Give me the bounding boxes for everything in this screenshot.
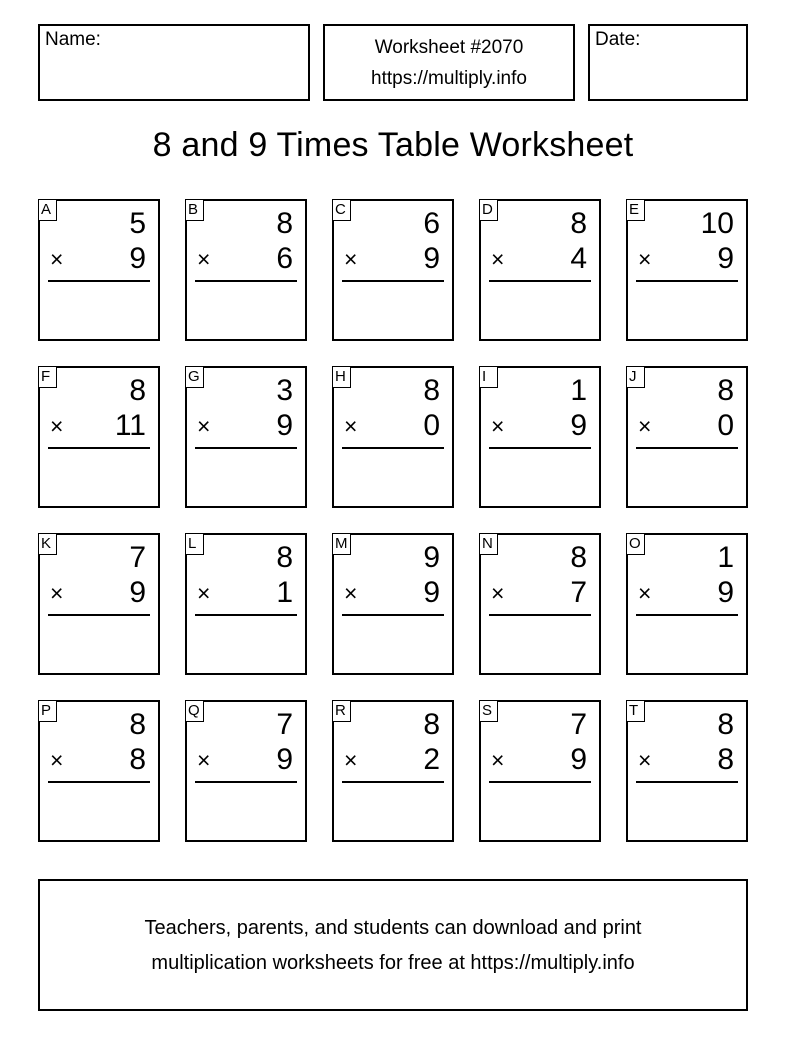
answer-line	[636, 781, 738, 783]
problem-letter: J	[626, 366, 645, 388]
problem-letter: S	[479, 700, 498, 722]
problem-letter: H	[332, 366, 351, 388]
problem-letter: E	[626, 199, 645, 221]
times-sign: ×	[197, 580, 211, 606]
times-sign: ×	[197, 246, 211, 272]
problem-card	[626, 533, 748, 675]
problem-letter: T	[626, 700, 645, 722]
site-url: https://multiply.info	[371, 68, 527, 89]
multiplier: 9	[570, 409, 587, 442]
multiplier: 11	[114, 409, 146, 442]
problem-letter: F	[38, 366, 57, 388]
times-sign: ×	[50, 413, 64, 439]
multiplier: 9	[423, 576, 440, 609]
problem-card	[626, 199, 748, 341]
footer-line-1: Teachers, parents, and students can download and print	[144, 917, 642, 939]
answer-line	[195, 781, 297, 783]
name-field-box	[38, 24, 310, 101]
worksheet-id: Worksheet #2070	[374, 37, 524, 58]
problem-card	[479, 533, 601, 675]
multiplicand: 1	[717, 541, 734, 574]
problem-letter: N	[479, 533, 498, 555]
multiplier: 9	[276, 743, 293, 776]
answer-line	[489, 447, 591, 449]
problem-card	[38, 533, 160, 675]
answer-line	[342, 447, 444, 449]
times-sign: ×	[638, 413, 652, 439]
multiplier: 2	[423, 743, 440, 776]
multiplier: 6	[276, 242, 293, 275]
times-sign: ×	[344, 580, 358, 606]
multiplier: 9	[570, 743, 587, 776]
multiplier: 4	[570, 242, 587, 275]
multiplier: 9	[717, 576, 734, 609]
answer-line	[48, 447, 150, 449]
times-sign: ×	[344, 413, 358, 439]
multiplicand: 6	[423, 207, 440, 240]
answer-line	[342, 614, 444, 616]
footer-line-2: multiplication worksheets for free at https://multiply.info	[151, 952, 635, 974]
problem-letter: L	[185, 533, 204, 555]
times-sign: ×	[197, 413, 211, 439]
answer-line	[636, 447, 738, 449]
multiplicand: 7	[570, 708, 587, 741]
multiplicand: 8	[423, 708, 440, 741]
multiplier: 9	[129, 576, 146, 609]
times-sign: ×	[491, 580, 505, 606]
times-sign: ×	[50, 246, 64, 272]
multiplicand: 3	[276, 374, 293, 407]
footer-note	[38, 879, 748, 1011]
problem-card	[626, 700, 748, 842]
multiplicand: 8	[276, 541, 293, 574]
answer-line	[48, 280, 150, 282]
problem-letter: K	[38, 533, 57, 555]
problem-letter: R	[332, 700, 351, 722]
problem-card	[185, 366, 307, 508]
answer-line	[636, 614, 738, 616]
multiplier: 9	[276, 409, 293, 442]
problem-letter: B	[185, 199, 204, 221]
times-sign: ×	[491, 246, 505, 272]
multiplier: 0	[717, 409, 734, 442]
worksheet-id-box	[323, 24, 575, 101]
multiplier: 1	[276, 576, 293, 609]
answer-line	[489, 614, 591, 616]
answer-line	[636, 280, 738, 282]
times-sign: ×	[50, 747, 64, 773]
problem-card	[185, 533, 307, 675]
multiplicand: 8	[276, 207, 293, 240]
problem-letter: D	[479, 199, 498, 221]
multiplicand: 8	[129, 374, 146, 407]
problem-card	[38, 199, 160, 341]
problem-letter: P	[38, 700, 57, 722]
problem-card	[626, 366, 748, 508]
problem-card	[38, 366, 160, 508]
multiplicand: 1	[570, 374, 587, 407]
times-sign: ×	[50, 580, 64, 606]
problem-letter: O	[626, 533, 645, 555]
times-sign: ×	[197, 747, 211, 773]
multiplier: 8	[717, 743, 734, 776]
answer-line	[342, 781, 444, 783]
times-sign: ×	[638, 747, 652, 773]
multiplicand: 8	[423, 374, 440, 407]
multiplicand: 7	[276, 708, 293, 741]
multiplicand: 8	[570, 207, 587, 240]
multiplicand: 8	[570, 541, 587, 574]
answer-line	[48, 614, 150, 616]
multiplicand: 9	[423, 541, 440, 574]
times-sign: ×	[491, 413, 505, 439]
problem-card	[185, 700, 307, 842]
times-sign: ×	[491, 747, 505, 773]
times-sign: ×	[344, 747, 358, 773]
problem-card	[479, 199, 601, 341]
problem-letter: C	[332, 199, 351, 221]
multiplicand: 8	[717, 708, 734, 741]
multiplicand: 8	[129, 708, 146, 741]
multiplicand: 7	[129, 541, 146, 574]
problem-card	[38, 700, 160, 842]
answer-line	[489, 781, 591, 783]
problem-letter: G	[185, 366, 204, 388]
multiplier: 0	[423, 409, 440, 442]
answer-line	[195, 614, 297, 616]
problem-card	[332, 533, 454, 675]
page-title: 8 and 9 Times Table Worksheet	[152, 126, 634, 164]
problem-card	[479, 700, 601, 842]
answer-line	[342, 280, 444, 282]
problem-grid	[38, 199, 748, 842]
problem-card	[332, 700, 454, 842]
multiplier: 8	[129, 743, 146, 776]
multiplier: 9	[717, 242, 734, 275]
times-sign: ×	[344, 246, 358, 272]
problem-card	[185, 199, 307, 341]
answer-line	[48, 781, 150, 783]
answer-line	[195, 280, 297, 282]
problem-card	[332, 199, 454, 341]
multiplicand: 5	[129, 207, 146, 240]
problem-letter: M	[332, 533, 351, 555]
multiplicand: 8	[717, 374, 734, 407]
multiplier: 7	[570, 576, 587, 609]
problem-letter: Q	[185, 700, 204, 722]
answer-line	[195, 447, 297, 449]
times-sign: ×	[638, 580, 652, 606]
times-sign: ×	[638, 246, 652, 272]
problem-card	[332, 366, 454, 508]
multiplicand: 10	[700, 207, 734, 240]
problem-letter: A	[38, 199, 57, 221]
date-field-box	[588, 24, 748, 101]
multiplier: 9	[129, 242, 146, 275]
problem-letter: I	[479, 366, 498, 388]
multiplier: 9	[423, 242, 440, 275]
problem-card	[479, 366, 601, 508]
answer-line	[489, 280, 591, 282]
name-label: Name:	[45, 29, 101, 50]
date-label: Date:	[595, 29, 641, 50]
